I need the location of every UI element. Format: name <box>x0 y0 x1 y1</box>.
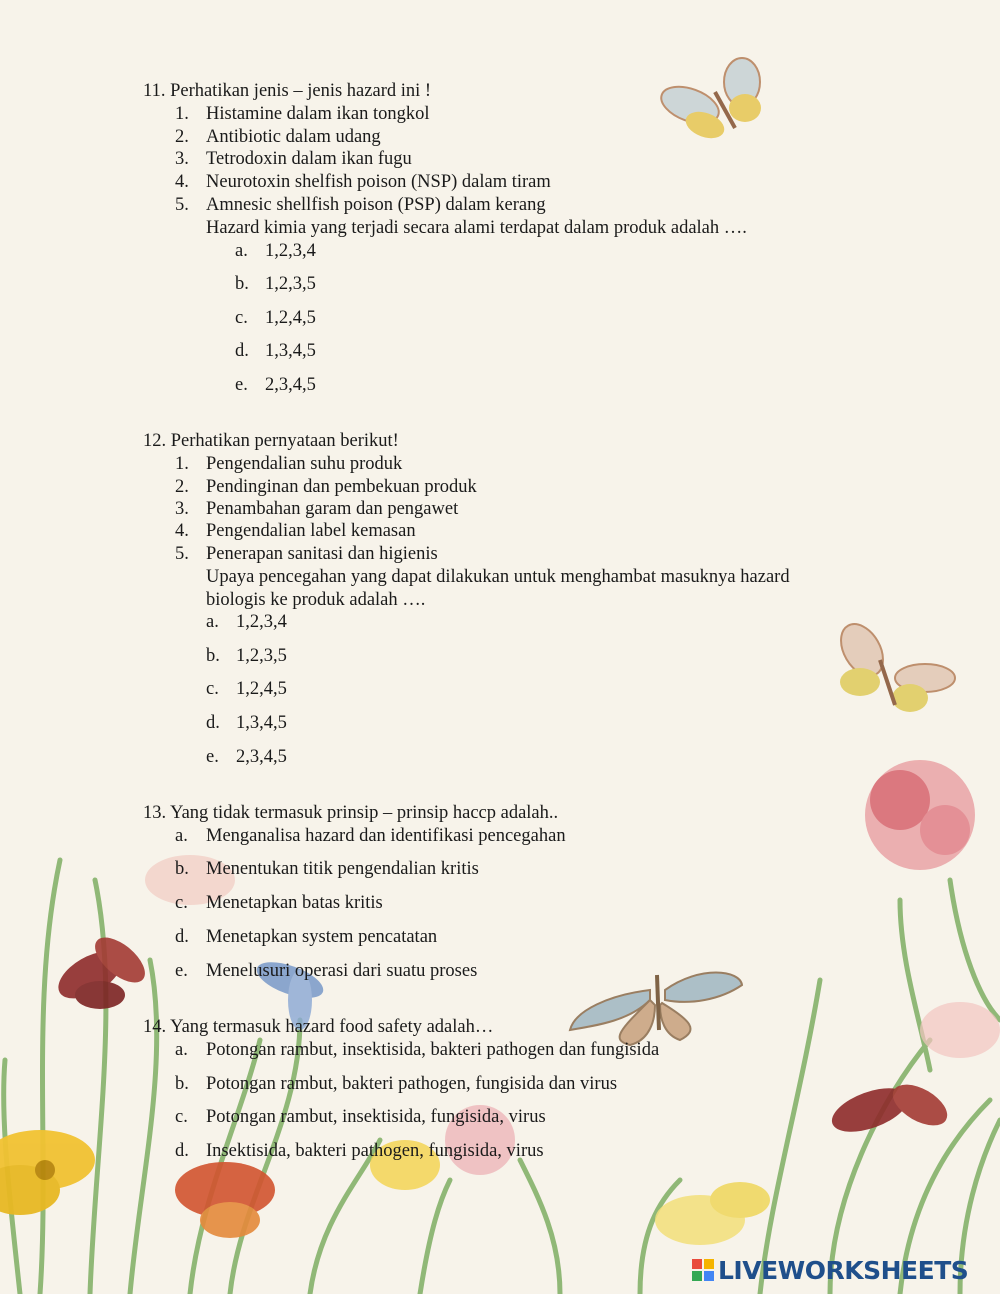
red-lily-right <box>826 1076 954 1140</box>
answer-option[interactable]: 1,2,4,5 <box>265 308 316 328</box>
orange-iris <box>175 1162 275 1238</box>
liveworksheets-logo <box>692 1255 968 1285</box>
pink-lily-right <box>920 1002 1000 1058</box>
butterfly-large <box>570 973 742 1046</box>
list-item: Amnesic shellfish poison (PSP) dalam kerang <box>206 195 546 215</box>
butterfly-top <box>656 58 761 143</box>
list-item-number: 4. <box>175 172 189 192</box>
option-letter: a. <box>235 241 248 261</box>
liveworksheets-logo-icon <box>692 1259 714 1281</box>
option-letter: d. <box>206 713 220 733</box>
option-letter: b. <box>206 646 220 666</box>
option-letter: e. <box>175 961 188 981</box>
list-item-number: 5. <box>175 195 189 215</box>
answer-option[interactable]: 1,2,4,5 <box>236 679 287 699</box>
answer-option[interactable]: Potongan rambut, insektisida, fungisida, virus <box>206 1107 546 1127</box>
option-letter: b. <box>175 1074 189 1094</box>
option-letter: e. <box>206 747 219 767</box>
carnation-top-right <box>865 760 975 870</box>
option-letter: a. <box>175 1040 188 1060</box>
answer-option[interactable]: Potongan rambut, bakteri pathogen, fungisida dan virus <box>206 1074 618 1094</box>
answer-option[interactable]: 1,2,3,4 <box>265 241 316 261</box>
option-letter: d. <box>175 927 189 947</box>
answer-option[interactable]: Menetapkan batas kritis <box>206 893 383 913</box>
answer-option[interactable]: Menetapkan system pencatatan <box>206 927 438 947</box>
liveworksheets-logo-text: LIVEWORKSHEETS <box>718 1255 969 1285</box>
list-item-number: 3. <box>175 499 189 519</box>
answer-option[interactable]: Menentukan titik pengendalian kritis <box>206 859 479 879</box>
option-letter: e. <box>235 375 248 395</box>
option-letter: d. <box>175 1141 189 1161</box>
list-item: Penambahan garam dan pengawet <box>206 499 459 519</box>
question-11-prompt: Hazard kimia yang terjadi secara alami terdapat dalam produk adalah …. <box>206 218 747 238</box>
option-letter: b. <box>175 859 189 879</box>
list-item: Pengendalian label kemasan <box>206 521 416 541</box>
list-item: Pendinginan dan pembekuan produk <box>206 477 477 497</box>
list-item-number: 2. <box>175 127 189 147</box>
list-item-number: 5. <box>175 544 189 564</box>
list-item: Histamine dalam ikan tongkol <box>206 104 430 124</box>
list-item-number: 4. <box>175 521 189 541</box>
option-letter: a. <box>206 612 219 632</box>
answer-option[interactable]: Menganalisa hazard dan identifikasi pencegahan <box>206 826 566 846</box>
question-12-prompt-continued: biologis ke produk adalah …. <box>206 590 426 610</box>
answer-option[interactable]: 1,2,3,5 <box>236 646 287 666</box>
list-item-number: 3. <box>175 149 189 169</box>
red-lily-left <box>51 929 153 1009</box>
answer-option[interactable]: Insektisida, bakteri pathogen, fungisida, virus <box>206 1141 544 1161</box>
list-item: Pengendalian suhu produk <box>206 454 403 474</box>
answer-option[interactable]: Menelusuri operasi dari suatu proses <box>206 961 478 981</box>
question-13-text: 13. Yang tidak termasuk prinsip – prinsip haccp adalah.. <box>143 803 559 823</box>
list-item: Neurotoxin shelfish poison (NSP) dalam tiram <box>206 172 551 192</box>
list-item-number: 1. <box>175 454 189 474</box>
option-letter: b. <box>235 274 249 294</box>
list-item: Antibiotic dalam udang <box>206 127 381 147</box>
option-letter: d. <box>235 341 249 361</box>
yellow-lily-bottom-left <box>0 1130 95 1215</box>
answer-option[interactable]: 1,2,3,5 <box>265 274 316 294</box>
list-item: Tetrodoxin dalam ikan fugu <box>206 149 412 169</box>
answer-option[interactable]: 1,3,4,5 <box>265 341 316 361</box>
butterfly-middle <box>832 617 955 712</box>
answer-option[interactable]: 1,3,4,5 <box>236 713 287 733</box>
option-letter: c. <box>235 308 248 328</box>
option-letter: c. <box>175 893 188 913</box>
answer-option[interactable]: 1,2,3,4 <box>236 612 287 632</box>
answer-option[interactable]: Potongan rambut, insektisida, bakteri pathogen dan fungisida <box>206 1040 660 1060</box>
answer-option[interactable]: 2,3,4,5 <box>236 747 287 767</box>
answer-option[interactable]: 2,3,4,5 <box>265 375 316 395</box>
list-item-number: 1. <box>175 104 189 124</box>
question-12-text: 12. Perhatikan pernyataan berikut! <box>143 431 399 451</box>
option-letter: c. <box>175 1107 188 1127</box>
option-letter: a. <box>175 826 188 846</box>
list-item: Penerapan sanitasi dan higienis <box>206 544 438 564</box>
question-12-prompt: Upaya pencegahan yang dapat dilakukan untuk menghambat masuknya hazard <box>206 567 790 587</box>
list-item-number: 2. <box>175 477 189 497</box>
option-letter: c. <box>206 679 219 699</box>
question-11-text: 11. Perhatikan jenis – jenis hazard ini ! <box>143 81 432 101</box>
question-14-text: 14. Yang termasuk hazard food safety adalah… <box>143 1017 494 1037</box>
